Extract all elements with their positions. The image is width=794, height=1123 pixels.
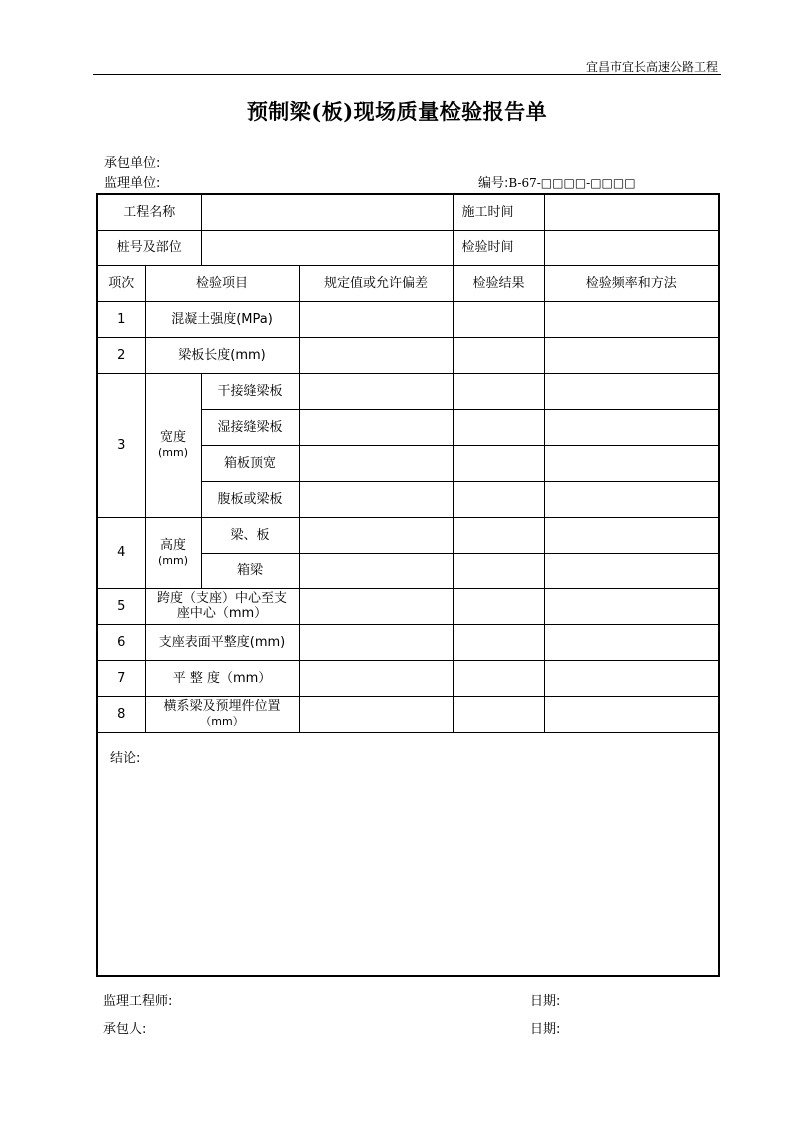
table-row [97,337,719,373]
table-row [97,517,719,553]
method-cell[interactable] [544,588,719,624]
construction-time-label: 施工时间 [453,194,544,230]
item-no: 1 [97,301,145,337]
tolerance-cell[interactable] [299,624,453,660]
conclusion-label: 结论: [110,750,141,766]
item-group [145,373,201,517]
col-header-method: 检验频率和方法 [544,265,719,301]
method-cell[interactable] [544,409,719,445]
method-cell[interactable] [544,337,719,373]
col-header-tolerance: 规定值或允许偏差 [299,265,453,301]
item-name-line2: 座中心（mm） [176,606,268,621]
project-name: 宜昌市宜长高速公路工程 [585,60,718,74]
tolerance-cell[interactable] [299,301,453,337]
table-row [97,194,719,230]
item-name: 混凝土强度(MPa) [145,301,299,337]
tolerance-cell[interactable] [299,696,453,732]
item-group-name: 宽度 [160,430,187,445]
item-no: 2 [97,337,145,373]
item-no: 7 [97,660,145,696]
result-cell[interactable] [453,696,544,732]
item-group-unit: (mm) [158,553,189,567]
table-row [97,301,719,337]
sub-item-name: 箱板顶宽 [201,445,299,481]
result-cell[interactable] [453,373,544,409]
method-cell[interactable] [544,517,719,553]
item-name: 梁板长度(mm) [145,337,299,373]
inspection-table [96,193,720,977]
tolerance-cell[interactable] [299,553,453,588]
result-cell[interactable] [453,517,544,553]
page-title: 预制梁(板)现场质量检验报告单 [246,99,548,124]
item-name [145,588,299,624]
inspection-time-label: 检验时间 [453,230,544,265]
col-header-result: 检验结果 [453,265,544,301]
station-field[interactable] [201,230,453,265]
sub-item-name: 湿接缝梁板 [201,409,299,445]
item-group-unit: (mm) [158,446,189,459]
item-no: 6 [97,624,145,660]
item-no: 4 [97,517,145,588]
table-row [97,588,719,624]
result-cell[interactable] [453,481,544,517]
result-cell[interactable] [453,409,544,445]
table-row [97,696,719,732]
conclusion-row [97,732,719,976]
supervising-engineer-label: 监理工程师: [103,994,173,1009]
method-cell[interactable] [544,445,719,481]
form-number-code: B-67-□□□□-□□□□ [508,176,636,190]
tolerance-cell[interactable] [299,445,453,481]
engineer-date-label: 日期: [530,994,561,1009]
table-row [97,624,719,660]
form-number-label: 编号: [478,176,509,191]
project-name-label: 工程名称 [97,194,201,230]
inspection-time-field[interactable] [544,230,719,265]
method-cell[interactable] [544,301,719,337]
tolerance-cell[interactable] [299,660,453,696]
contractor-unit-label: 承包单位: [104,156,161,171]
result-cell[interactable] [453,445,544,481]
result-cell[interactable] [453,624,544,660]
item-name: 支座表面平整度(mm) [145,624,299,660]
item-name-line2: （mm） [200,715,244,728]
project-name-field[interactable] [201,194,453,230]
result-cell[interactable] [453,660,544,696]
item-group-name: 高度 [160,537,187,553]
result-cell[interactable] [453,301,544,337]
method-cell[interactable] [544,660,719,696]
construction-time-field[interactable] [544,194,719,230]
table-row [97,230,719,265]
sub-item-name: 箱梁 [201,553,299,588]
tolerance-cell[interactable] [299,517,453,553]
item-no: 5 [97,588,145,624]
contractor-signer-label: 承包人: [103,1022,147,1037]
method-cell[interactable] [544,373,719,409]
table-row [97,373,719,409]
sub-item-name: 腹板或梁板 [201,481,299,517]
tolerance-cell[interactable] [299,481,453,517]
item-name [145,696,299,732]
sub-item-name: 梁、板 [201,517,299,553]
sub-item-name: 干接缝梁板 [201,373,299,409]
item-name-line1: 跨度（支座）中心至支 [157,591,288,606]
col-header-item-no: 项次 [97,265,145,301]
item-no: 8 [97,696,145,732]
supervisor-unit-label: 监理单位: [104,176,161,191]
tolerance-cell[interactable] [299,588,453,624]
item-group [145,517,201,588]
col-header-item: 检验项目 [145,265,299,301]
method-cell[interactable] [544,553,719,588]
item-name: 平 整 度（mm） [145,660,299,696]
item-no: 3 [97,373,145,517]
table-header-row [97,265,719,301]
tolerance-cell[interactable] [299,409,453,445]
method-cell[interactable] [544,481,719,517]
item-name-line1: 横系梁及预埋件位置 [163,699,281,714]
method-cell[interactable] [544,696,719,732]
result-cell[interactable] [453,553,544,588]
station-label: 桩号及部位 [97,230,201,265]
form-number [478,172,636,191]
method-cell[interactable] [544,624,719,660]
table-row [97,660,719,696]
conclusion-field[interactable] [97,732,719,976]
header-rule [93,74,721,75]
contractor-date-label: 日期: [530,1022,561,1037]
tolerance-cell[interactable] [299,337,453,373]
result-cell[interactable] [453,337,544,373]
result-cell[interactable] [453,588,544,624]
tolerance-cell[interactable] [299,373,453,409]
